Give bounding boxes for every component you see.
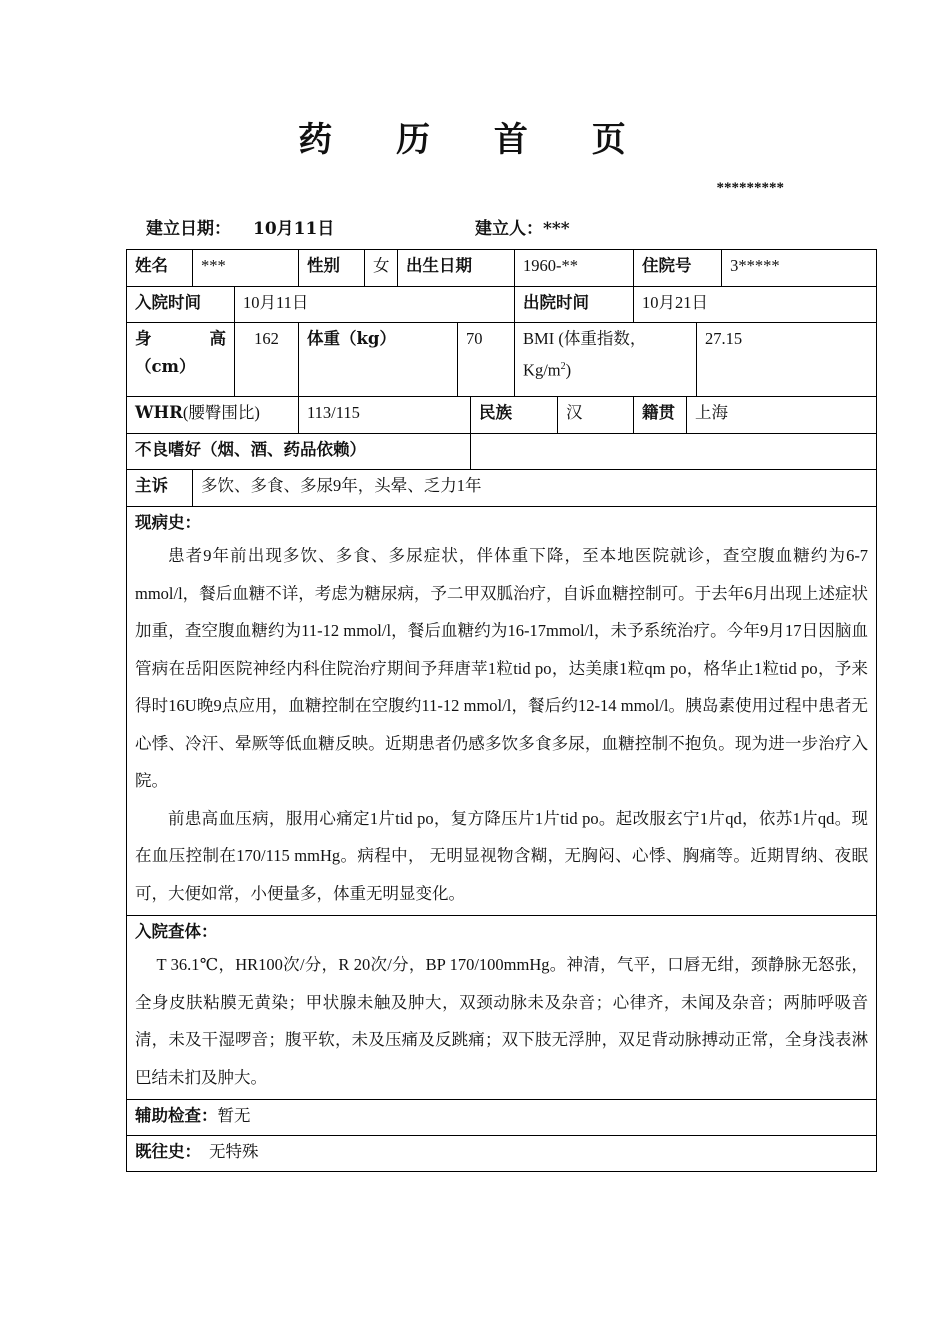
medication-record-table [126,249,877,1172]
weight-value: 70 [458,323,515,397]
name-label: 姓名 [127,250,193,287]
auxiliary-exam-label: 辅助检查： [135,1106,218,1125]
past-history-value: 无特殊 [209,1142,259,1161]
creator-label: 建立人： [475,219,543,239]
admit-value: 10月11日 [235,287,515,323]
present-history-label: 现病史： [135,513,201,532]
height-label [127,323,235,397]
past-history-label: 既往史： [135,1142,201,1161]
name-value: *** [193,250,299,287]
sex-value: 女 [365,250,398,287]
bmi-label-main: BMI (体重指数，Kg/m [523,329,647,380]
past-history-cell [127,1136,877,1172]
created-date [146,214,334,239]
dob-value: 1960-** [515,250,634,287]
row-whr [127,397,877,434]
created-date-value: 10月11日 [253,219,335,239]
bmi-label [515,323,697,397]
discharge-value: 10月21日 [634,287,877,323]
row-admission [127,287,877,323]
row-chief-complaint [127,470,877,507]
auxiliary-exam-value: 暂无 [217,1106,251,1125]
present-history-paragraph-2: 前患高血压病，服用心痛定1片tid po，复方降压片1片tid po。起改服玄宁1片qd，依苏1片qd。现在血压控制在170/115 mmHg。病程中， 无明显视物含糊，无胸闷、心悸、胸痛等。近期胃纳、夜眠可，大便如常，小便量多，体重无明显变化。 [135,808,869,903]
document-number: ********* [716,180,784,196]
bmi-label-end: ) [565,360,572,380]
whr-label-rest: (腰臀围比) [182,403,260,422]
dob-label: 出生日期 [398,250,515,287]
whr-value: 113/115 [299,397,471,434]
physical-exam-cell [127,916,877,1100]
row-past-history [127,1136,877,1172]
creator-value: *** [543,219,570,239]
row-body-metrics [127,323,877,397]
row-auxiliary-exam [127,1100,877,1136]
whr-label [127,397,299,434]
present-history-cell [127,507,877,916]
weight-label: 体重（kg） [299,323,458,397]
creator [475,214,570,239]
whr-label-bold: WHR [135,403,183,422]
complaint-value: 多饮、多食、多尿9年，头晕、乏力1年 [193,470,877,507]
height-label-char-2: 高 [209,329,226,348]
complaint-label: 主诉 [127,470,193,507]
ethnicity-label: 民族 [471,397,558,434]
habits-value [471,434,877,470]
created-date-label: 建立日期： [146,219,231,239]
admit-label: 入院时间 [127,287,235,323]
native-place-value: 上海 [687,397,877,434]
habits-label: 不良嗜好（烟、酒、药品依赖） [127,434,471,470]
inpatient-no-value: 3***** [722,250,877,287]
auxiliary-exam-cell [127,1100,877,1136]
sex-label: 性别 [299,250,365,287]
height-value: 162 [235,323,299,397]
bmi-value: 27.15 [697,323,877,397]
physical-exam-label: 入院查体： [135,922,218,941]
physical-exam-text: T 36.1℃，HR100次/分，R 20次/分，BP 170/100mmHg。神清，气平，口唇无绀，颈静脉无怒张，全身皮肤粘膜无黄染；甲状腺未触及肿大，双颈动脉未及杂音；心律齐，未闻及杂音；两肺呼吸音清，未及干湿啰音；腹平软，未及压痛及反跳痛；双下肢无浮肿，双足背动脉搏动正常，全身浅表淋巴结未扪及肿大。 [135,955,869,1087]
inpatient-no-label: 住院号 [634,250,722,287]
row-present-history [127,507,877,916]
row-habits [127,434,877,470]
row-physical-exam [127,916,877,1100]
discharge-label: 出院时间 [515,287,634,323]
page-title: 药 历 首 页 [298,120,652,160]
present-history-paragraph-1: 患者9年前出现多饮、多食、多尿症状，伴体重下降，至本地医院就诊，查空腹血糖约为6-7 mmol/l，餐后血糖不详，考虑为糖尿病，予二甲双胍治疗，自诉血糖控制可。于去年6月出现上述症状加重，查空腹血糖约为11-12 mmol/l，餐后血糖约为16-17mmol/l，未予系统治疗。今年9月17日因脑血管病在岳阳医院神经内科住院治疗期间予拜唐苹1粒tid po，达美康1粒qm po，格华止1粒tid po，予来得时16U晚9点应用，血糖控制在空腹约11-12 mmol/l，餐后约12-14 mmol/l。胰岛素使用过程中患者无心悸、冷汗、晕厥等低血糖反映。近期患者仍感多饮多食多尿，血糖控制不抱负。现为进一步治疗入院。 [135,546,869,790]
height-label-char-1: 身 [135,329,152,348]
native-place-label: 籍贯 [634,397,687,434]
height-label-unit: （cm） [135,357,196,376]
row-basic-info [127,250,877,287]
ethnicity-value: 汉 [558,397,634,434]
bmi-label-sup: 2 [560,361,566,372]
